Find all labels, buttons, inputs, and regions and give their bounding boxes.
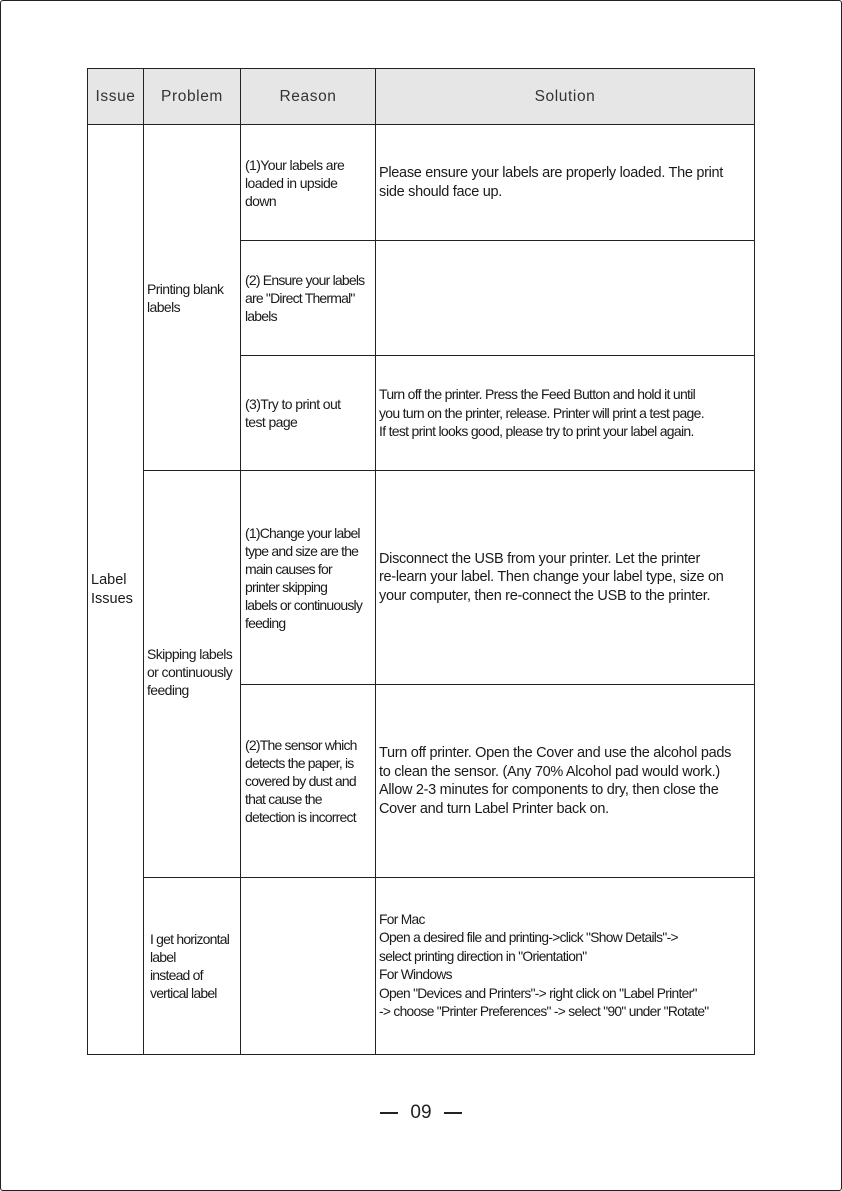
reason-row-4: (1)Change your label type and size are the main causes for printer skipping labels or continuously feeding (245, 524, 363, 631)
row-divider (240, 355, 755, 356)
problem-skipping-labels: Skipping labels or continuously feeding (147, 646, 233, 698)
solution-row-5: Turn off printer. Open the Cover and use the alcohol pads to clean the sensor. (Any 70% Alcohol pad would work.) Allow 2-3 minutes for components to dry, then close the Cover and turn Label Printer back on. (379, 745, 732, 817)
header-issue: Issue (88, 69, 143, 124)
reason-row-3: (3)Try to print out test page (245, 396, 341, 430)
table-border-top (87, 68, 755, 69)
solution-row-3: Turn off the printer. Press the Feed Button and hold it until you turn on the printer, release. Printer will print a test page. If test print looks good, please try to print your label again. (379, 386, 704, 440)
header-solution: Solution (376, 69, 754, 124)
column-divider (375, 68, 376, 1055)
row-divider (240, 240, 755, 241)
table-border-bottom (87, 1054, 755, 1055)
header-problem: Problem (144, 69, 240, 124)
header-reason: Reason (241, 69, 375, 124)
row-divider (143, 470, 755, 471)
solution-row-6: For Mac Open a desired file and printing->click "Show Details"-> select printing direction in "Orientation" For Windows Open "Devices and Printers"-> right click on "Label Printer" -> choose "Printer Preferences" -> select "90" under "Rotate" (379, 911, 709, 1019)
solution-row-4: Disconnect the USB from your printer. Let the printer re-learn your label. Then change your label type, size on your computer, then re-connect the USB to the printer. (379, 550, 724, 604)
column-divider (143, 68, 144, 1055)
column-divider (240, 68, 241, 1055)
solution-row-2 (376, 241, 754, 355)
header-divider (87, 124, 755, 125)
reason-row-1: (1)Your labels are loaded in upside down (245, 156, 345, 209)
reason-row-5: (2)The sensor which detects the paper, is covered by dust and that cause the detection is incorrect (245, 737, 357, 825)
footer-dash-left (380, 1112, 398, 1114)
row-divider (143, 877, 755, 878)
row-divider (240, 684, 755, 685)
page-number: 09 (410, 1102, 432, 1123)
reason-row-2: (2) Ensure your labels are "Direct Thermal" labels (245, 272, 365, 324)
issue-label-issues: Label Issues (91, 571, 133, 607)
solution-row-1: Please ensure your labels are properly loaded. The print side should face up. (379, 165, 724, 200)
reason-row-6 (241, 878, 375, 1054)
problem-printing-blank: Printing blank labels (147, 280, 224, 315)
problem-horizontal-label: I get horizontal label instead of vertical label (150, 931, 230, 1001)
table-border-left (87, 68, 88, 1055)
footer-dash-right (444, 1112, 462, 1114)
page-footer (0, 1102, 842, 1124)
table-border-right (754, 68, 755, 1055)
